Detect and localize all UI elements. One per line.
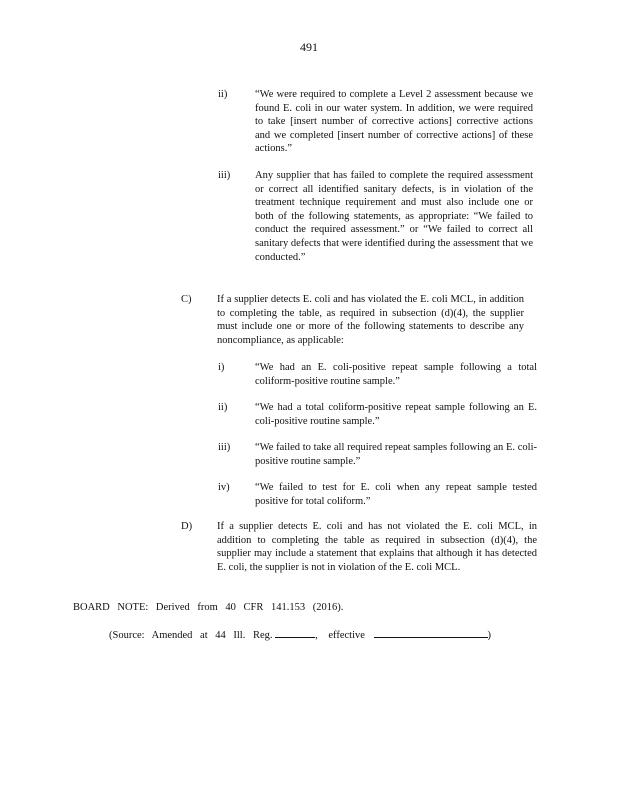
subitem-label: i) [218, 362, 225, 373]
source-line [109, 627, 491, 643]
subitem-text: “We failed to take all required repeat samples following an E. coli-positive routine sample.” [255, 442, 537, 467]
register-blank [275, 627, 315, 638]
subitem-label: iii) [218, 170, 231, 181]
source-effective: , effective [315, 630, 365, 641]
subitem-label: iv) [218, 482, 230, 493]
subitem-text: “We had a total coliform-positive repeat sample following an E. coli-positive routine sample.” [255, 402, 537, 427]
subitem-label: iii) [218, 442, 231, 453]
source-suffix: ) [487, 630, 492, 641]
subitem-label: ii) [218, 89, 228, 100]
item-c-text: If a supplier detects E. coli and has violated the E. coli MCL, in addition to completing the table, as required in subsection (d)(4), the supplier must include one or more of the following statements to describe any noncompliance, as applicable: [217, 294, 524, 346]
subitem-text: “We were required to complete a Level 2 assessment because we found E. coli in our water system. In addition, we were required to take [insert number of corrective actions] corrective actions and we completed [insert number of corrective actions] of these actions.” [255, 89, 533, 155]
page-number: 491 [300, 40, 318, 54]
board-note: BOARD NOTE: Derived from 40 CFR 141.153 (2016). [73, 602, 344, 613]
effective-date-blank [374, 627, 488, 638]
source-prefix: (Source: Amended at 44 Ill. Reg. [109, 630, 273, 641]
item-d-label: D) [181, 521, 193, 532]
item-d-text: If a supplier detects E. coli and has not violated the E. coli MCL, in addition to completing the table as required in subsection (d)(4), the supplier may include a statement that explains that although it has detected E. coli, the supplier is not in violation of the E. coli MCL. [217, 521, 537, 573]
subitem-text: Any supplier that has failed to complete the required assessment or correct all identified sanitary defects, is in violation of the treatment technique requirement and must also include one or both of the following statements, as appropriate: “We failed to conduct the required assessment.” or “We failed to correct all sanitary defects that were identified during the assessment that we conducted.” [255, 170, 533, 263]
subitem-label: ii) [218, 402, 228, 413]
item-c-label: C) [181, 294, 192, 305]
subitem-text: “We failed to test for E. coli when any repeat sample tested positive for total coliform.” [255, 482, 537, 507]
subitem-text: “We had an E. coli-positive repeat sample following a total coliform-positive routine sample.” [255, 362, 537, 387]
